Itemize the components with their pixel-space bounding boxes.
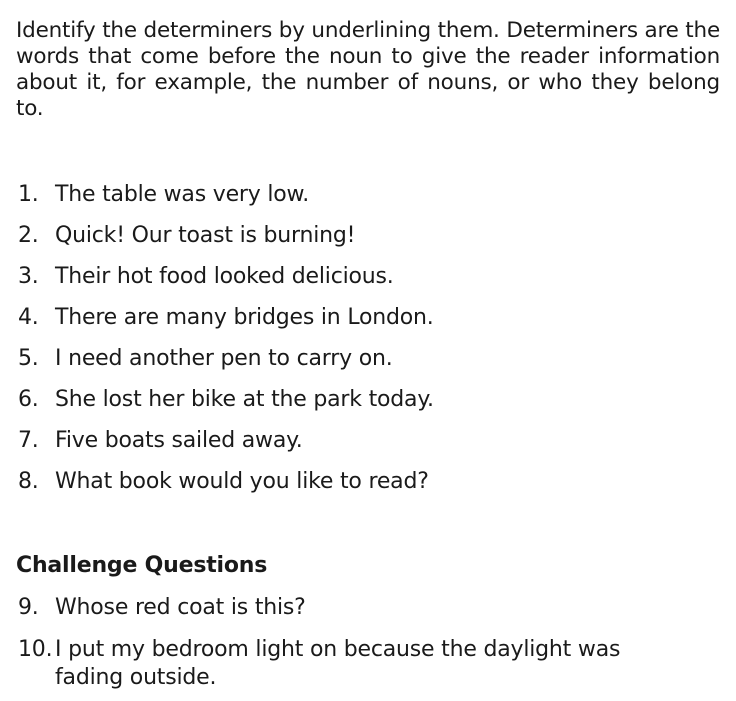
question-text: The table was very low. [55, 182, 310, 207]
question-number: 7. [18, 428, 39, 453]
question-item-5 [18, 344, 718, 385]
instructions-paragraph: Identify the determiners by underlining them. Determiners are the words that come before the noun to give the reader information about it, for example, the number of nouns, or who they belong to. [16, 18, 720, 121]
question-number: 5. [18, 346, 39, 371]
question-text: What book would you like to read? [55, 469, 429, 494]
question-text: Their hot food looked delicious. [55, 264, 394, 289]
question-text: Quick! Our toast is burning! [55, 223, 356, 248]
question-item-1 [18, 180, 718, 221]
question-number: 1. [18, 182, 39, 207]
question-number: 9. [18, 595, 39, 620]
question-number: 3. [18, 264, 39, 289]
challenge-question-list [18, 594, 718, 692]
question-number: 2. [18, 223, 39, 248]
question-item-8 [18, 467, 718, 508]
question-text: Five boats sailed away. [55, 428, 303, 453]
question-item-2 [18, 221, 718, 262]
question-text: I put my bedroom light on because the daylight was fading outside. [55, 637, 621, 690]
question-number: 10. [18, 637, 53, 662]
question-text: I need another pen to carry on. [55, 346, 393, 371]
challenge-question-item-10 [18, 636, 718, 692]
question-item-3 [18, 262, 718, 303]
challenge-question-item-9 [18, 594, 718, 636]
question-text: She lost her bike at the park today. [55, 387, 434, 412]
question-item-4 [18, 303, 718, 344]
question-item-7 [18, 426, 718, 467]
question-item-6 [18, 385, 718, 426]
challenge-heading: Challenge Questions [16, 553, 268, 578]
question-number: 4. [18, 305, 39, 330]
question-number: 8. [18, 469, 39, 494]
question-text: Whose red coat is this? [55, 595, 306, 620]
question-text: There are many bridges in London. [55, 305, 434, 330]
question-number: 6. [18, 387, 39, 412]
question-list [18, 180, 718, 508]
